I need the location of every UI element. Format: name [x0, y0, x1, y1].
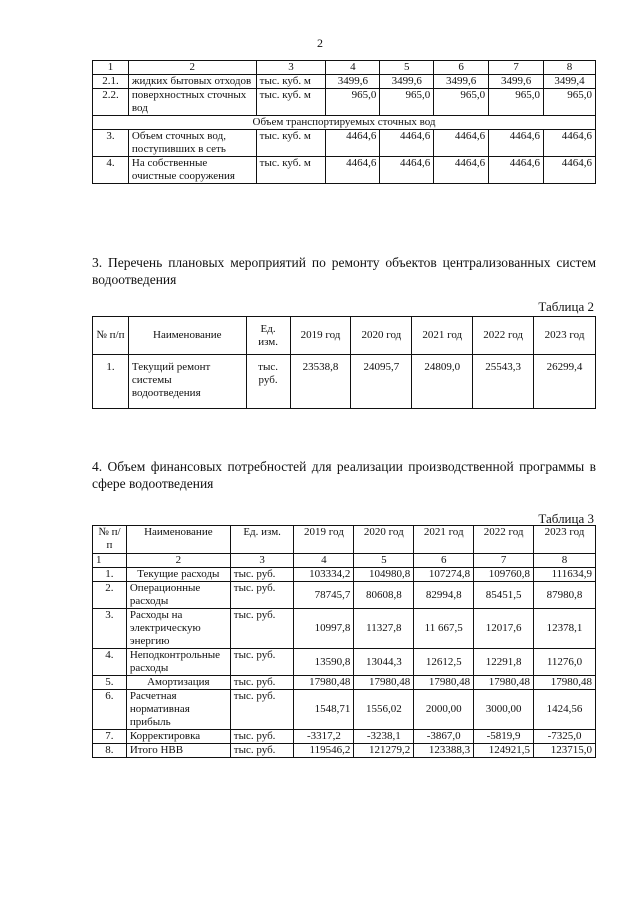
- value-cell: -3867,0: [414, 730, 474, 744]
- column-number: 3: [230, 554, 294, 568]
- value-cell: 17980,48: [354, 676, 414, 690]
- header-cell: 1: [93, 61, 129, 75]
- table-row: [93, 676, 596, 690]
- value-cell: 965,0: [489, 89, 544, 116]
- value-cell: 119546,2: [294, 744, 354, 758]
- value-cell: 11 667,5: [414, 609, 474, 649]
- table-financial-needs: [92, 525, 596, 758]
- value-cell: 4464,6: [544, 130, 596, 157]
- column-number: 4: [294, 554, 354, 568]
- header-cell: Наименование: [128, 317, 246, 355]
- row-name: На собственные очистные сооружения: [128, 157, 256, 184]
- row-unit: тыс. куб. м: [256, 157, 326, 184]
- row-number: 2.2.: [93, 89, 129, 116]
- row-unit: тыс. руб.: [230, 649, 294, 676]
- column-number: 1: [93, 554, 127, 568]
- row-number: 7.: [93, 730, 127, 744]
- header-cell: 2023 год: [534, 526, 596, 554]
- column-number: 6: [414, 554, 474, 568]
- value-cell: 4464,6: [489, 157, 544, 184]
- row-number: 3.: [93, 609, 127, 649]
- row-name: Текущие расходы: [126, 568, 230, 582]
- header-cell: 2021 год: [412, 317, 473, 355]
- value-cell: 3499,6: [380, 75, 434, 89]
- row-unit: тыс. руб.: [230, 744, 294, 758]
- value-cell: 26299,4: [534, 355, 596, 409]
- value-cell: 965,0: [380, 89, 434, 116]
- header-cell: 4: [326, 61, 380, 75]
- row-unit: тыс. руб.: [230, 690, 294, 730]
- header-cell: 2019 год: [294, 526, 354, 554]
- header-cell: 6: [434, 61, 489, 75]
- value-cell: -7325,0: [534, 730, 596, 744]
- row-name: Объем сточных вод, поступивших в сеть: [128, 130, 256, 157]
- column-number-row: [93, 554, 596, 568]
- row-number: 4.: [93, 649, 127, 676]
- row-name: поверхностных сточных вод: [128, 89, 256, 116]
- value-cell: 12612,5: [414, 649, 474, 676]
- value-cell: 2000,00: [414, 690, 474, 730]
- value-cell: 12378,1: [534, 609, 596, 649]
- value-cell: 80608,8: [354, 582, 414, 609]
- header-cell: Ед. изм.: [246, 317, 290, 355]
- value-cell: 4464,6: [380, 157, 434, 184]
- value-cell: 121279,2: [354, 744, 414, 758]
- value-cell: 3499,6: [489, 75, 544, 89]
- table-row: [93, 89, 596, 116]
- table-row: [93, 75, 596, 89]
- header-cell: 2022 год: [473, 317, 534, 355]
- row-unit: тыс. руб.: [246, 355, 290, 409]
- table-caption-3: Таблица 3: [538, 511, 594, 526]
- row-number: 3.: [93, 130, 129, 157]
- row-name: Амортизация: [126, 676, 230, 690]
- page-number: 2: [317, 36, 323, 50]
- value-cell: 82994,8: [414, 582, 474, 609]
- value-cell: 123715,0: [534, 744, 596, 758]
- header-cell: 2019 год: [290, 317, 351, 355]
- table-row: [93, 568, 596, 582]
- header-cell: 8: [544, 61, 596, 75]
- table-header-row: [93, 61, 596, 75]
- value-cell: 123388,3: [414, 744, 474, 758]
- header-cell: Ед. изм.: [230, 526, 294, 554]
- table-header-row: [93, 317, 596, 355]
- table-row: [93, 649, 596, 676]
- row-unit: тыс. руб.: [230, 582, 294, 609]
- value-cell: 17980,48: [474, 676, 534, 690]
- value-cell: 107274,8: [414, 568, 474, 582]
- row-name: Операционные расходы: [126, 582, 230, 609]
- row-number: 8.: [93, 744, 127, 758]
- row-number: 1.: [93, 355, 129, 409]
- row-unit: тыс. руб.: [230, 609, 294, 649]
- row-number: 2.1.: [93, 75, 129, 89]
- value-cell: 4464,6: [544, 157, 596, 184]
- value-cell: 11327,8: [354, 609, 414, 649]
- value-cell: 1424,56: [534, 690, 596, 730]
- row-name: Неподконтрольные расходы: [126, 649, 230, 676]
- value-cell: 109760,8: [474, 568, 534, 582]
- section-title: Объем транспортируемых сточных вод: [93, 116, 596, 130]
- table-repair-plan: [92, 316, 596, 409]
- value-cell: 24809,0: [412, 355, 473, 409]
- header-cell: Наименование: [126, 526, 230, 554]
- section-heading-3: 3. Перечень плановых мероприятий по ремонту объектов централизованных систем водоотведения: [92, 255, 596, 287]
- value-cell: 78745,7: [294, 582, 354, 609]
- row-number: 6.: [93, 690, 127, 730]
- header-cell: 3: [256, 61, 326, 75]
- value-cell: 965,0: [434, 89, 489, 116]
- value-cell: 965,0: [326, 89, 380, 116]
- table-row: [93, 730, 596, 744]
- header-cell: 2020 год: [354, 526, 414, 554]
- table-row: [93, 355, 596, 409]
- value-cell: -3317,2: [294, 730, 354, 744]
- value-cell: 17980,48: [414, 676, 474, 690]
- value-cell: 1556,02: [354, 690, 414, 730]
- table-caption-2: Таблица 2: [538, 299, 594, 314]
- table-row-total: [93, 744, 596, 758]
- value-cell: 4464,6: [326, 157, 380, 184]
- row-number: 5.: [93, 676, 127, 690]
- value-cell: -5819,9: [474, 730, 534, 744]
- value-cell: 24095,7: [351, 355, 412, 409]
- value-cell: 85451,5: [474, 582, 534, 609]
- value-cell: 4464,6: [434, 130, 489, 157]
- header-cell: 2022 год: [474, 526, 534, 554]
- value-cell: 124921,5: [474, 744, 534, 758]
- value-cell: 10997,8: [294, 609, 354, 649]
- table-row: [93, 609, 596, 649]
- table-row: [93, 157, 596, 184]
- value-cell: 25543,3: [473, 355, 534, 409]
- value-cell: 4464,6: [489, 130, 544, 157]
- value-cell: 87980,8: [534, 582, 596, 609]
- value-cell: -3238,1: [354, 730, 414, 744]
- header-cell: 2023 год: [534, 317, 596, 355]
- value-cell: 13044,3: [354, 649, 414, 676]
- header-cell: № п/п: [93, 526, 127, 554]
- row-name: Корректировка: [126, 730, 230, 744]
- value-cell: 4464,6: [380, 130, 434, 157]
- column-number: 2: [126, 554, 230, 568]
- value-cell: 17980,48: [294, 676, 354, 690]
- header-cell: 5: [380, 61, 434, 75]
- column-number: 7: [474, 554, 534, 568]
- row-unit: тыс. руб.: [230, 730, 294, 744]
- header-cell: 2: [128, 61, 256, 75]
- row-unit: тыс. куб. м: [256, 89, 326, 116]
- row-name: Расходы на электрическую энергию: [126, 609, 230, 649]
- row-number: 2.: [93, 582, 127, 609]
- value-cell: 3000,00: [474, 690, 534, 730]
- value-cell: 3499,6: [326, 75, 380, 89]
- value-cell: 11276,0: [534, 649, 596, 676]
- section-heading-4: 4. Объем финансовых потребностей для реализации производственной программы в сфере водоотведения: [92, 459, 596, 491]
- value-cell: 12291,8: [474, 649, 534, 676]
- value-cell: 4464,6: [326, 130, 380, 157]
- value-cell: 104980,8: [354, 568, 414, 582]
- row-unit: тыс. руб.: [230, 676, 294, 690]
- value-cell: 103334,2: [294, 568, 354, 582]
- header-cell: 7: [489, 61, 544, 75]
- row-name: Итого НВВ: [126, 744, 230, 758]
- table-water-volumes: [92, 60, 596, 184]
- table-row: [93, 582, 596, 609]
- column-number: 8: [534, 554, 596, 568]
- value-cell: 3499,6: [434, 75, 489, 89]
- value-cell: 13590,8: [294, 649, 354, 676]
- value-cell: 12017,6: [474, 609, 534, 649]
- row-unit: тыс. руб.: [230, 568, 294, 582]
- value-cell: 17980,48: [534, 676, 596, 690]
- row-name: жидких бытовых отходов: [128, 75, 256, 89]
- table-row: [93, 690, 596, 730]
- header-cell: 2020 год: [351, 317, 412, 355]
- column-number: 5: [354, 554, 414, 568]
- row-unit: тыс. куб. м: [256, 75, 326, 89]
- row-number: 4.: [93, 157, 129, 184]
- value-cell: 965,0: [544, 89, 596, 116]
- value-cell: 23538,8: [290, 355, 351, 409]
- row-number: 1.: [93, 568, 127, 582]
- row-name: Текущий ремонт системы водоотведения: [128, 355, 246, 409]
- header-cell: 2021 год: [414, 526, 474, 554]
- row-unit: тыс. куб. м: [256, 130, 326, 157]
- value-cell: 1548,71: [294, 690, 354, 730]
- table-row: [93, 130, 596, 157]
- section-row: [93, 116, 596, 130]
- header-cell: № п/п: [93, 317, 129, 355]
- value-cell: 4464,6: [434, 157, 489, 184]
- value-cell: 3499,4: [544, 75, 596, 89]
- row-name: Расчетная нормативная прибыль: [126, 690, 230, 730]
- table-header-row: [93, 526, 596, 554]
- value-cell: 111634,9: [534, 568, 596, 582]
